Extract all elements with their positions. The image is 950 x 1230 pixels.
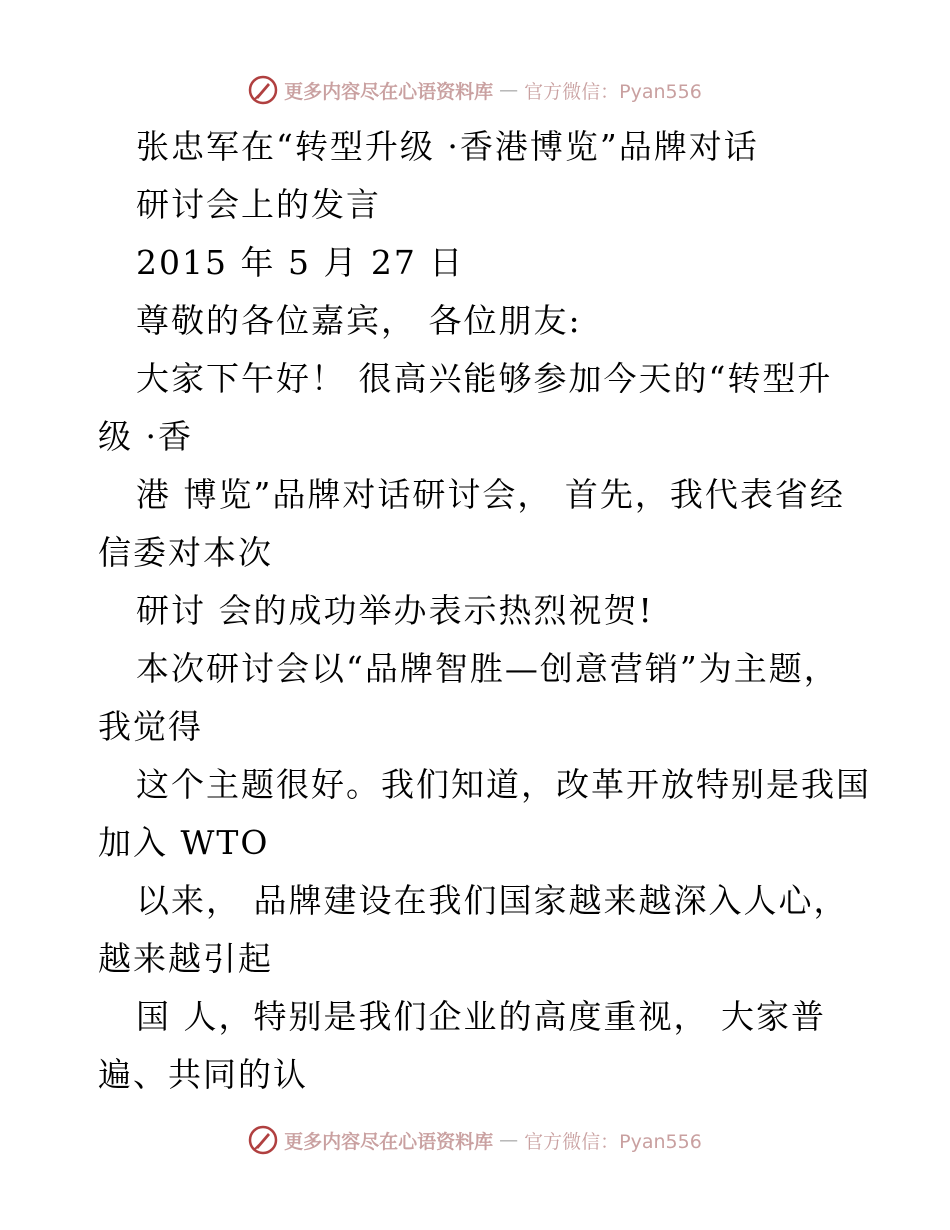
watermark-separator: — xyxy=(499,79,519,101)
feather-logo-icon xyxy=(248,1125,278,1155)
text-line: 大家下午好！ 很高兴能够参加今天的“转型升 xyxy=(136,359,833,398)
watermark-site-text: 更多内容尽在心语资料库 xyxy=(284,80,494,103)
footer-watermark xyxy=(0,1120,950,1160)
watermark-separator: — xyxy=(499,1129,519,1151)
text-line: 我觉得 xyxy=(98,707,203,746)
text-line: 港 博览”品牌对话研讨会， 首先，我代表省经 xyxy=(136,475,845,514)
text-line: 研讨 会的成功举办表示热烈祝贺! xyxy=(136,591,654,630)
watermark-contact: 官方微信：Pyan556 xyxy=(524,1130,702,1153)
text-line: 国 人，特别是我们企业的高度重视， 大家普 xyxy=(136,997,826,1036)
text-line: 越来越引起 xyxy=(98,939,273,978)
text-line: 遍、共同的认 xyxy=(98,1055,308,1094)
feather-logo-icon xyxy=(248,75,278,105)
text-line: 本次研讨会以“品牌智胜—创意营销”为主题， xyxy=(136,649,839,688)
watermark-site-text: 更多内容尽在心语资料库 xyxy=(284,1130,494,1153)
text-line: 信委对本次 xyxy=(98,533,273,572)
text-line: 2015 年 5 月 27 日 xyxy=(136,243,465,282)
text-line: 加入 WTO xyxy=(98,823,270,862)
text-line: 以来， 品牌建设在我们国家越来越深入人心， xyxy=(136,881,849,920)
document-body xyxy=(98,118,888,1104)
text-line: 这个主题很好。我们知道，改革开放特别是我国 xyxy=(136,765,871,804)
text-line: 级 ·香 xyxy=(98,417,193,456)
text-line: 尊敬的各位嘉宾， 各位朋友: xyxy=(136,301,582,340)
text-line: 张忠军在“转型升级 ·香港博览”品牌对话 xyxy=(136,127,759,166)
header-watermark xyxy=(0,70,950,110)
text-line: 研讨会上的发言 xyxy=(136,185,381,224)
watermark-contact: 官方微信：Pyan556 xyxy=(524,80,702,103)
